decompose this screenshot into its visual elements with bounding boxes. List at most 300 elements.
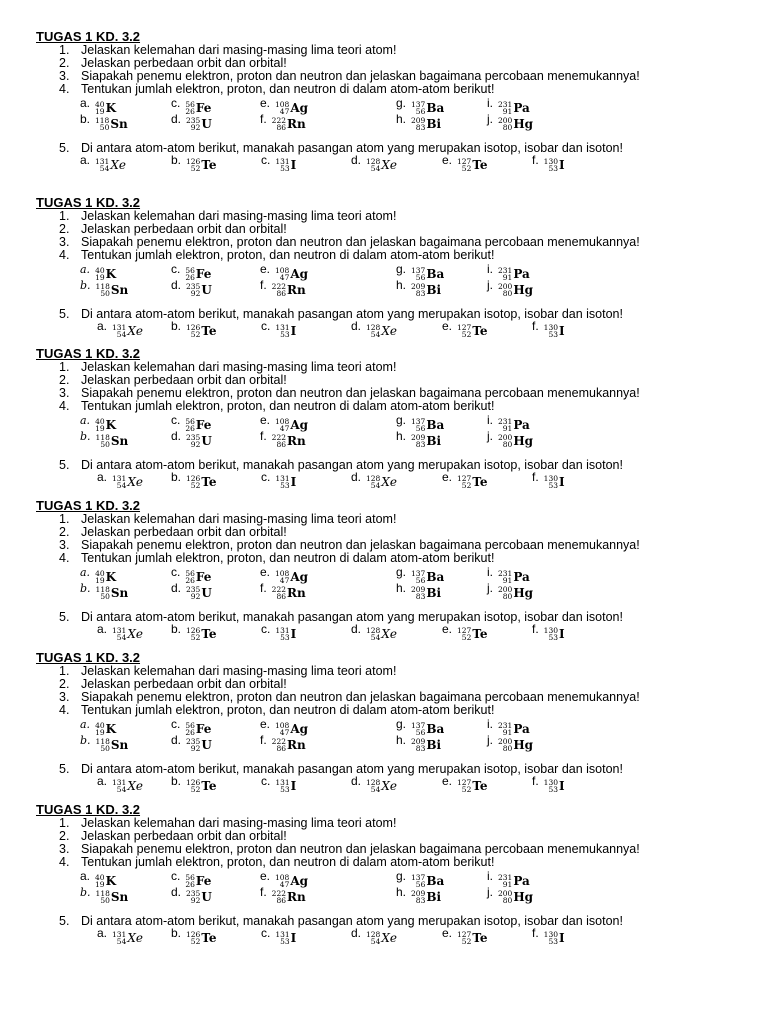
nuclide-notation [272, 889, 306, 905]
mass-number: 131 [112, 626, 127, 635]
mass-number: 118 [95, 282, 110, 291]
atom-option [97, 621, 143, 642]
atom-option [487, 111, 533, 132]
element-symbol: Ag [290, 101, 309, 115]
option-label: e. [442, 926, 453, 940]
atom-option [396, 884, 441, 905]
nuclide-numbers [366, 158, 380, 172]
element-symbol: Rn [287, 434, 306, 448]
mass-number: 118 [95, 585, 110, 594]
mass-number: 127 [457, 157, 472, 166]
atom-option [396, 580, 441, 601]
question-item [59, 69, 640, 83]
atom-option [532, 469, 565, 490]
option-label: j. [487, 278, 493, 292]
option-label: a. [80, 263, 91, 276]
nuclide-notation [272, 737, 306, 753]
option-label: e. [260, 96, 271, 110]
mass-number: 40 [95, 873, 105, 882]
question-text: Jelaskan perbedaan orbit dan orbital! [81, 677, 287, 691]
nuclide-numbers [366, 931, 380, 945]
nuclide-numbers [366, 324, 380, 338]
question-number: 1. [59, 360, 70, 374]
question-text: Tentukan jumlah elektron, proton, dan neutron di dalam atom-atom berikut! [81, 855, 495, 869]
mass-number: 131 [112, 930, 127, 939]
atomic-number: 92 [190, 123, 201, 132]
mass-number: 222 [271, 737, 286, 746]
question-text: Jelaskan perbedaan orbit dan orbital! [81, 373, 287, 387]
nuclide-notation [498, 116, 533, 132]
atomic-number: 47 [279, 880, 290, 889]
atomic-number: 91 [502, 273, 513, 282]
question-text: Jelaskan kelemahan dari masing-masing lima teori atom! [81, 360, 397, 374]
nuclide-notation [186, 282, 212, 298]
atomic-number: 91 [502, 880, 513, 889]
nuclide-notation [186, 626, 217, 642]
question-item [59, 842, 640, 856]
task-block [0, 650, 768, 800]
atom-option [442, 152, 488, 173]
nuclide-numbers [96, 738, 110, 752]
nuclide-notation [544, 157, 565, 173]
atomic-number: 83 [415, 592, 426, 601]
atomic-number: 50 [100, 896, 110, 905]
nuclide-notation [457, 474, 488, 490]
atom-option [442, 773, 488, 794]
nuclide-notation [498, 889, 533, 905]
atomic-number: 50 [100, 440, 110, 449]
nuclide-notation [544, 626, 565, 642]
atom-option [171, 732, 212, 753]
mass-number: 235 [186, 889, 201, 898]
nuclide-numbers [366, 779, 380, 793]
nuclide-notation [96, 282, 129, 298]
option-label: e. [442, 774, 453, 788]
option-label: d. [351, 622, 362, 636]
element-symbol: I [559, 324, 565, 338]
question-text: Siapakah penemu elektron, proton dan neutron dan jelaskan bagaimana percobaan menemukannya! [81, 69, 640, 83]
option-label: c. [171, 565, 181, 579]
mass-number: 209 [411, 737, 426, 746]
option-label: c. [261, 774, 271, 788]
atomic-number: 83 [415, 744, 426, 753]
mass-number: 56 [185, 873, 195, 882]
atomic-number: 56 [415, 880, 426, 889]
nuclide-numbers [272, 283, 286, 297]
atomic-number: 26 [185, 273, 195, 282]
nuclide-numbers [457, 324, 471, 338]
option-label: f. [532, 319, 539, 333]
task-title: TUGAS 1 KD. 3.2 [36, 195, 141, 210]
nuclide-numbers [457, 931, 471, 945]
question-number: 4. [59, 551, 70, 565]
option-label: j. [487, 112, 493, 126]
atomic-number: 47 [279, 728, 290, 737]
nuclide-numbers [186, 283, 200, 297]
element-symbol: Fe [195, 267, 212, 281]
option-label: a. [80, 566, 91, 579]
option-label: f. [532, 774, 539, 788]
element-symbol: U [201, 738, 212, 752]
mass-number: 131 [112, 323, 127, 332]
nuclide-numbers [544, 475, 558, 489]
element-symbol: Sn [110, 283, 129, 297]
mass-number: 130 [543, 778, 558, 787]
atom-option [97, 925, 143, 946]
option-label: f. [260, 112, 267, 126]
mass-number: 137 [411, 873, 426, 882]
atom-option [487, 580, 533, 601]
mass-number: 131 [275, 323, 290, 332]
question-text: Siapakah penemu elektron, proton dan neutron dan jelaskan bagaimana percobaan menemukannya! [81, 690, 640, 704]
question-item [59, 703, 494, 717]
element-symbol: U [201, 434, 212, 448]
mass-number: 137 [411, 417, 426, 426]
question-number: 5. [59, 141, 70, 155]
mass-number: 222 [271, 433, 286, 442]
option-label: c. [171, 96, 181, 110]
atom-option [171, 925, 217, 946]
mass-number: 131 [112, 474, 127, 483]
option-label: e. [260, 869, 271, 883]
atom-option [351, 152, 397, 173]
nuclide-numbers [498, 283, 512, 297]
atomic-number: 52 [461, 164, 472, 173]
task-title: TUGAS 1 KD. 3.2 [36, 346, 141, 361]
atomic-number: 80 [502, 744, 513, 753]
option-label: d. [171, 581, 182, 595]
element-symbol: Bi [426, 890, 442, 904]
nuclide-numbers [272, 434, 286, 448]
element-symbol: Xe [127, 779, 143, 793]
element-symbol: Hg [513, 586, 534, 600]
atom-option [487, 884, 533, 905]
question-item [59, 373, 287, 387]
atomic-number: 52 [190, 481, 201, 490]
atomic-number: 47 [279, 424, 290, 433]
option-label: a. [97, 319, 108, 333]
question-number: 4. [59, 248, 70, 262]
option-label: c. [171, 413, 181, 427]
atomic-number: 53 [280, 481, 290, 490]
atomic-number: 92 [190, 896, 201, 905]
nuclide-notation [544, 323, 565, 339]
atomic-number: 80 [502, 123, 513, 132]
nuclide-notation [411, 116, 441, 132]
atom-option [351, 773, 397, 794]
nuclide-numbers [411, 283, 425, 297]
question-number: 2. [59, 222, 70, 236]
option-label: i. [487, 565, 493, 579]
nuclide-notation [457, 778, 488, 794]
question-text: Tentukan jumlah elektron, proton, dan neutron di dalam atom-atom berikut! [81, 248, 495, 262]
option-label: j. [487, 885, 493, 899]
question-item [59, 829, 287, 843]
option-label: j. [487, 581, 493, 595]
option-label: g. [396, 565, 407, 579]
atomic-number: 83 [415, 123, 426, 132]
mass-number: 200 [498, 282, 513, 291]
nuclide-notation [272, 116, 306, 132]
atomic-number: 91 [502, 424, 513, 433]
mass-number: 108 [275, 873, 290, 882]
nuclide-numbers [112, 779, 126, 793]
nuclide-notation [457, 626, 488, 642]
nuclide-notation [411, 889, 441, 905]
option-label: j. [487, 733, 493, 747]
atom-option [261, 152, 296, 173]
question-number: 3. [59, 842, 70, 856]
option-label: b. [171, 319, 182, 333]
question-item [59, 235, 640, 249]
question-number: 1. [59, 664, 70, 678]
question-item [59, 551, 494, 565]
element-symbol: Hg [513, 434, 534, 448]
element-symbol: Hg [513, 890, 534, 904]
option-label: d. [171, 278, 182, 292]
element-symbol: Ag [290, 874, 309, 888]
option-label: j. [487, 429, 493, 443]
atom-option [80, 111, 128, 132]
atomic-number: 92 [190, 289, 201, 298]
atomic-number: 50 [99, 123, 110, 132]
atomic-number: 54 [116, 481, 127, 490]
question-text: Jelaskan kelemahan dari masing-masing lima teori atom! [81, 512, 397, 526]
mass-number: 235 [186, 433, 201, 442]
atomic-number: 52 [461, 481, 472, 490]
element-symbol: K [105, 874, 116, 888]
nuclide-numbers [272, 890, 286, 904]
atomic-number: 52 [461, 633, 472, 642]
element-symbol: I [290, 779, 297, 793]
element-symbol: Rn [287, 890, 306, 904]
atom-option [261, 925, 296, 946]
nuclide-notation [272, 433, 306, 449]
atom-option [396, 732, 441, 753]
mass-number: 231 [498, 569, 513, 578]
atomic-number: 53 [280, 785, 290, 794]
question-number: 1. [59, 43, 70, 57]
nuclide-notation [275, 323, 296, 339]
mass-number: 40 [95, 721, 105, 730]
mass-number: 131 [112, 778, 127, 787]
question-text: Di antara atom-atom berikut, manakah pasangan atom yang merupakan isotop, isobar dan isoton! [81, 914, 623, 928]
atomic-number: 52 [190, 633, 201, 642]
question-item [59, 386, 640, 400]
nuclide-notation [498, 282, 533, 298]
atom-option [260, 111, 306, 132]
nuclide-notation [186, 157, 217, 173]
question-text: Jelaskan perbedaan orbit dan orbital! [81, 56, 287, 70]
nuclide-notation [411, 585, 441, 601]
mass-number: 231 [498, 266, 513, 275]
task-block [0, 498, 768, 648]
atom-option [532, 621, 565, 642]
atomic-number: 26 [185, 728, 195, 737]
nuclide-notation [411, 433, 441, 449]
mass-number: 200 [498, 585, 513, 594]
nuclide-numbers [498, 890, 512, 904]
option-label: h. [396, 278, 407, 292]
atomic-number: 26 [185, 576, 195, 585]
question-number: 2. [59, 56, 70, 70]
question-text: Di antara atom-atom berikut, manakah pasangan atom yang merupakan isotop, isobar dan isoton! [81, 458, 623, 472]
nuclide-notation [411, 737, 441, 753]
nuclide-numbers [95, 158, 109, 172]
option-label: f. [532, 470, 539, 484]
mass-number: 200 [498, 116, 513, 125]
question-text: Siapakah penemu elektron, proton dan neutron dan jelaskan bagaimana percobaan menemukannya! [81, 386, 640, 400]
atomic-number: 50 [100, 289, 110, 298]
mass-number: 128 [366, 157, 381, 166]
question-number: 2. [59, 677, 70, 691]
nuclide-numbers [275, 779, 289, 793]
nuclide-notation [275, 626, 296, 642]
element-symbol: I [559, 158, 565, 172]
element-symbol: Bi [426, 586, 442, 600]
option-label: f. [260, 429, 267, 443]
question-number: 2. [59, 373, 70, 387]
option-label: a. [80, 153, 91, 167]
atomic-number: 92 [190, 744, 201, 753]
atomic-number: 86 [276, 440, 286, 449]
option-label: a. [80, 96, 91, 110]
nuclide-notation [272, 585, 306, 601]
nuclide-notation [95, 157, 126, 173]
option-label: g. [396, 262, 407, 276]
question-number: 2. [59, 525, 70, 539]
nuclide-notation [498, 433, 533, 449]
element-symbol: I [559, 475, 565, 489]
atom-option [260, 428, 306, 449]
option-label: h. [396, 581, 407, 595]
atom-option [487, 277, 533, 298]
atomic-number: 19 [95, 424, 105, 433]
mass-number: 222 [271, 889, 286, 898]
atom-option [260, 732, 306, 753]
mass-number: 40 [95, 100, 105, 109]
question-number: 5. [59, 914, 70, 928]
element-symbol: Te [472, 627, 488, 641]
nuclide-notation [366, 778, 397, 794]
atom-option [260, 580, 306, 601]
option-label: b. [80, 886, 91, 899]
nuclide-notation [186, 737, 212, 753]
option-label: e. [260, 413, 271, 427]
question-item [59, 512, 396, 526]
mass-number: 118 [95, 433, 110, 442]
question-number: 4. [59, 399, 70, 413]
element-symbol: Ag [290, 570, 309, 584]
atomic-number: 53 [548, 633, 558, 642]
element-symbol: Fe [195, 874, 212, 888]
atomic-number: 83 [415, 440, 426, 449]
nuclide-numbers [411, 586, 425, 600]
element-symbol: Te [472, 475, 488, 489]
nuclide-numbers [186, 158, 200, 172]
task-title: TUGAS 1 KD. 3.2 [36, 650, 141, 665]
element-symbol: Ag [290, 267, 309, 281]
atomic-number: 83 [415, 896, 426, 905]
element-symbol: Pa [513, 874, 530, 888]
nuclide-numbers [411, 117, 425, 131]
atomic-number: 19 [95, 880, 105, 889]
question-text: Jelaskan perbedaan orbit dan orbital! [81, 525, 287, 539]
atomic-number: 26 [185, 424, 195, 433]
atomic-number: 86 [276, 123, 286, 132]
nuclide-numbers [186, 586, 200, 600]
nuclide-numbers [96, 890, 110, 904]
mass-number: 128 [366, 930, 381, 939]
mass-number: 209 [411, 433, 426, 442]
element-symbol: Bi [426, 283, 442, 297]
element-symbol: U [201, 586, 212, 600]
element-symbol: Pa [513, 267, 530, 281]
option-label: e. [260, 262, 271, 276]
atom-option [80, 428, 128, 449]
nuclide-notation [544, 778, 565, 794]
option-label: a. [97, 774, 108, 788]
element-symbol: U [201, 283, 212, 297]
atom-option [487, 428, 533, 449]
option-label: g. [396, 96, 407, 110]
atomic-number: 54 [116, 633, 127, 642]
nuclide-notation [112, 474, 143, 490]
nuclide-numbers [112, 931, 126, 945]
option-label: i. [487, 717, 493, 731]
nuclide-notation [112, 778, 143, 794]
nuclide-numbers [186, 779, 200, 793]
atomic-number: 92 [190, 440, 201, 449]
mass-number: 130 [543, 930, 558, 939]
atom-option [442, 621, 488, 642]
nuclide-notation [411, 282, 441, 298]
element-symbol: Ba [426, 722, 445, 736]
question-text: Di antara atom-atom berikut, manakah pasangan atom yang merupakan isotop, isobar dan isoton! [81, 307, 623, 321]
atomic-number: 47 [279, 576, 290, 585]
mass-number: 118 [95, 737, 110, 746]
element-symbol: Ba [426, 418, 445, 432]
nuclide-notation [95, 116, 128, 132]
option-label: d. [351, 774, 362, 788]
mass-number: 40 [95, 417, 105, 426]
nuclide-numbers [112, 475, 126, 489]
option-label: b. [171, 153, 182, 167]
mass-number: 235 [186, 585, 201, 594]
option-label: d. [351, 470, 362, 484]
atomic-number: 86 [276, 744, 286, 753]
option-label: b. [80, 734, 91, 747]
atomic-number: 53 [548, 330, 558, 339]
mass-number: 231 [498, 873, 513, 882]
atomic-number: 47 [279, 107, 290, 116]
option-label: a. [80, 718, 91, 731]
question-text: Jelaskan perbedaan orbit dan orbital! [81, 222, 287, 236]
option-label: c. [261, 926, 271, 940]
element-symbol: Te [201, 475, 217, 489]
question-text: Tentukan jumlah elektron, proton, dan neutron di dalam atom-atom berikut! [81, 551, 495, 565]
element-symbol: Xe [381, 931, 397, 945]
question-text: Jelaskan kelemahan dari masing-masing lima teori atom! [81, 209, 397, 223]
nuclide-numbers [411, 890, 425, 904]
atomic-number: 80 [502, 289, 513, 298]
nuclide-numbers [544, 779, 558, 793]
atom-option [171, 277, 212, 298]
atomic-number: 53 [548, 785, 558, 794]
mass-number: 130 [543, 626, 558, 635]
atomic-number: 53 [280, 330, 290, 339]
nuclide-numbers [275, 158, 289, 172]
